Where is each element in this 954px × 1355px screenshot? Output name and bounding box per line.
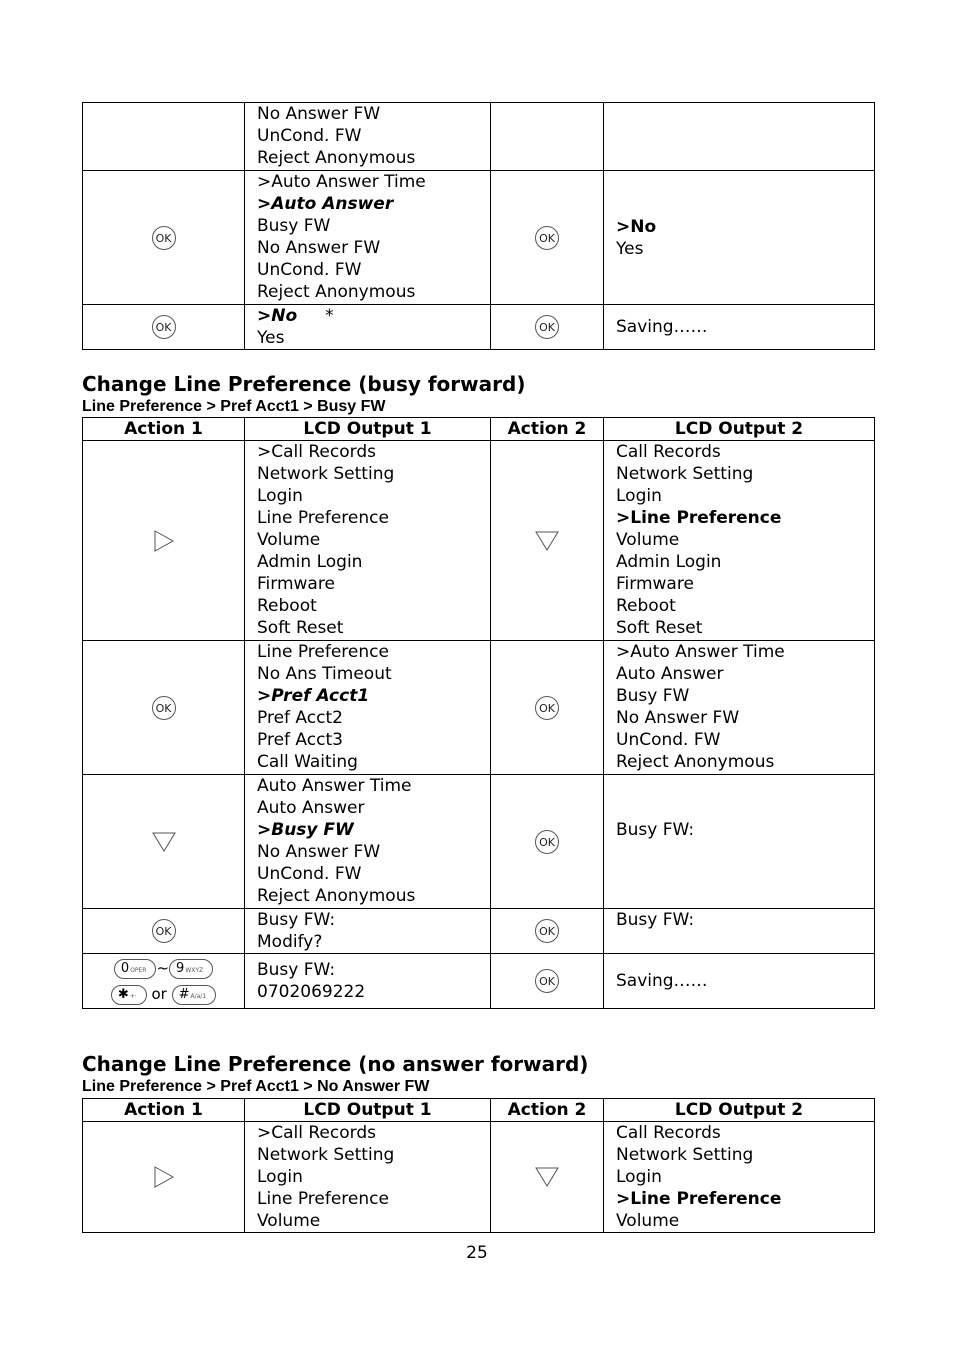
down-arrow-key-icon (534, 1166, 560, 1188)
table-row (83, 775, 875, 909)
table-row (83, 441, 875, 641)
lcd-output-1: No Answer FW UnCond. FW Reject Anonymous (245, 103, 491, 171)
action-2 (491, 641, 604, 775)
no-answer-forward-table (82, 1098, 875, 1233)
right-arrow-key-icon (153, 1165, 175, 1189)
action-2 (491, 441, 604, 641)
ok-key-icon: OK (535, 696, 559, 720)
lcd-output-2: Busy FW: (604, 909, 875, 954)
section-title: Change Line Preference (busy forward) (82, 372, 526, 396)
table-row (83, 1122, 875, 1233)
lcd-output-2: Call Records Network Setting Login >Line Preference Volume (604, 1122, 875, 1233)
ok-key-icon: OK (152, 919, 176, 943)
lcd-output-1: >Call Records Network Setting Login Line Preference Volume (245, 1122, 491, 1233)
page-number: 25 (466, 1243, 488, 1263)
lcd-output-2: Saving…… (604, 305, 875, 350)
lcd-output-1: >Auto Answer Time >Auto Answer Busy FW No Answer FW UnCond. FW Reject Anonymous (245, 171, 491, 305)
nine-key-icon: 9WXYZ (169, 959, 213, 979)
breadcrumb: Line Preference > Pref Acct1 > No Answer FW (82, 1078, 430, 1095)
action-1 (83, 1122, 245, 1233)
continued-table (82, 102, 875, 350)
action-1: 0OPER ~ 9WXYZ ✱+· or #A/a/1 (83, 954, 245, 1009)
right-arrow-key-icon (153, 529, 175, 553)
header-lcd-output-2: LCD Output 2 (604, 1099, 875, 1122)
header-lcd-output-1: LCD Output 1 (245, 1099, 491, 1122)
action-1 (83, 641, 245, 775)
header-lcd-output-1: LCD Output 1 (245, 418, 491, 441)
down-arrow-key-icon (151, 831, 177, 853)
ok-key-icon: OK (535, 226, 559, 250)
ok-key-icon: OK (152, 226, 176, 250)
action-1 (83, 441, 245, 641)
table-row (83, 641, 875, 775)
lcd-output-2: Saving…… (604, 954, 875, 1009)
lcd-output-2: >Auto Answer Time Auto Answer Busy FW No Answer FW UnCond. FW Reject Anonymous (604, 641, 875, 775)
table-row (83, 103, 875, 171)
action-1 (83, 775, 245, 909)
header-row (83, 1099, 875, 1122)
action-2 (491, 909, 604, 954)
action-2 (491, 305, 604, 350)
down-arrow-key-icon (534, 530, 560, 552)
table-row (83, 954, 875, 1009)
lcd-output-1: Line Preference No Ans Timeout >Pref Acct1 Pref Acct2 Pref Acct3 Call Waiting (245, 641, 491, 775)
action-1 (83, 171, 245, 305)
ok-key-icon: OK (535, 969, 559, 993)
lcd-output-1: Busy FW: 0702069222 (245, 954, 491, 1009)
header-action-1: Action 1 (83, 418, 245, 441)
table-row (83, 171, 875, 305)
header-action-2: Action 2 (491, 1099, 604, 1122)
ok-key-icon: OK (152, 696, 176, 720)
action-1 (83, 305, 245, 350)
breadcrumb: Line Preference > Pref Acct1 > Busy FW (82, 398, 386, 415)
lcd-output-1: >Call Records Network Setting Login Line Preference Volume Admin Login Firmware Reboot Soft Reset (245, 441, 491, 641)
lcd-output-1: >No * Yes (245, 305, 491, 350)
star-key-icon: ✱+· (111, 985, 147, 1005)
action-2 (491, 775, 604, 909)
table-row (83, 305, 875, 350)
lcd-output-2: Call Records Network Setting Login >Line Preference Volume Admin Login Firmware Reboot Soft Reset (604, 441, 875, 641)
action-2 (491, 171, 604, 305)
lcd-output-1: Auto Answer Time Auto Answer >Busy FW No Answer FW UnCond. FW Reject Anonymous (245, 775, 491, 909)
action-2 (491, 954, 604, 1009)
action-1 (83, 909, 245, 954)
header-lcd-output-2: LCD Output 2 (604, 418, 875, 441)
lcd-output-1: Busy FW: Modify? (245, 909, 491, 954)
ok-key-icon: OK (535, 830, 559, 854)
header-row (83, 418, 875, 441)
section-title: Change Line Preference (no answer forward) (82, 1052, 589, 1076)
lcd-output-2: Busy FW: (604, 775, 875, 909)
ok-key-icon: OK (535, 919, 559, 943)
table-row (83, 909, 875, 954)
ok-key-icon: OK (535, 315, 559, 339)
header-action-1: Action 1 (83, 1099, 245, 1122)
busy-forward-table (82, 417, 875, 1009)
zero-key-icon: 0OPER (114, 959, 157, 979)
hash-key-icon: #A/a/1 (172, 985, 217, 1005)
lcd-output-2: >No Yes (604, 171, 875, 305)
action-2 (491, 1122, 604, 1233)
header-action-2: Action 2 (491, 418, 604, 441)
ok-key-icon: OK (152, 315, 176, 339)
